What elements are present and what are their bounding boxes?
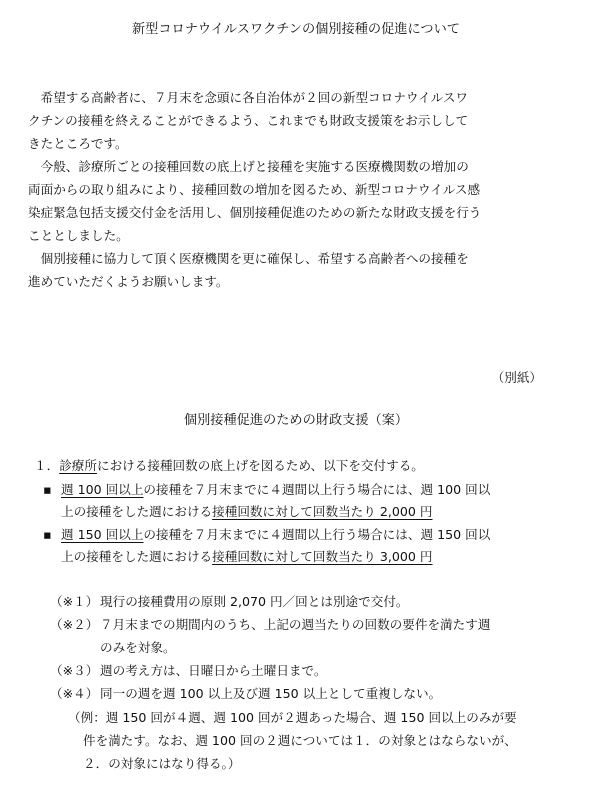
example-line: ２．の対象にはなり得る。）	[83, 756, 241, 771]
bullet-line	[61, 545, 433, 568]
bullet-threshold: 週 150 回以上	[61, 527, 144, 542]
note-label: （※４）	[50, 686, 99, 701]
intro-line: 進めていただくようお願いします。	[28, 274, 229, 289]
note-label: （※２）	[50, 617, 99, 632]
item-1-text: における接種回数の底上げを図るため、以下を交付する。	[96, 458, 424, 473]
bullet-line	[61, 478, 490, 501]
item-1-number: １．	[34, 458, 60, 473]
example-line: （例：週 150 回が４週、週 100 回が２週あった場合、週 150 回以上のみが要	[68, 710, 517, 725]
example-line: 件を満たす。なお、週 100 回の２週については１．の対象とはならないが、	[83, 733, 517, 748]
page-title: 新型コロナウイルスワクチンの個別接種の促進について	[132, 22, 460, 37]
note-text: 週の考え方は、日曜日から土曜日まで。	[100, 663, 327, 678]
intro-line: きたところです。	[28, 136, 128, 151]
intro-line: 染症緊急包括支援交付金を活用し、個別接種促進のための新たな財政支援を行う	[28, 205, 482, 220]
bullet-text: 上の接種をした週における	[61, 504, 213, 519]
note-label: （※１）	[50, 594, 99, 609]
intro-line: 今般、診療所ごとの接種回数の底上げと接種を実施する医療機関数の増加の	[28, 159, 469, 174]
attachment-label: （別紙）	[491, 370, 542, 385]
bullet-text: 上の接種をした週における	[61, 549, 213, 564]
bullet-threshold: 週 100 回以上	[61, 482, 144, 497]
bullet-text: の接種を７月末までに４週間以上行う場合には、週 100 回以	[143, 482, 491, 497]
note-text: 現行の接種費用の原則 2,070 円／回とは別途で交付。	[100, 594, 409, 609]
note-text: ７月末までの期間内のうち、上記の週当たりの回数の要件を満たす週	[100, 617, 491, 632]
note-text: 同一の週を週 100 以上及び週 150 以上として重複しない。	[100, 686, 442, 701]
bullet-amount: 接種回数に対して回数当たり 3,000 円	[212, 549, 433, 564]
note-label: （※３）	[50, 663, 99, 678]
intro-line: こととしました。	[28, 228, 129, 243]
note-text: のみを対象。	[100, 640, 176, 655]
section-title: 個別接種促進のための財政支援（案）	[183, 413, 409, 428]
intro-line: 希望する高齢者に、７月末を念頭に各自治体が２回の新型コロナウイルスワ	[28, 90, 469, 105]
bullet-text: の接種を７月末までに４週間以上行う場合には、週 150 回以	[143, 527, 491, 542]
item-1-heading	[34, 454, 424, 477]
bullet-line	[61, 500, 433, 523]
bullet-marker: ▪	[43, 482, 52, 497]
bullet-amount: 接種回数に対して回数当たり 2,000 円	[212, 504, 433, 519]
bullet-marker: ▪	[43, 527, 52, 542]
intro-line: 個別接種に協力して頂く医療機関を更に確保し、希望する高齢者への接種を	[28, 251, 469, 266]
intro-line: 両面からの取り組みにより、接種回数の増加を図るため、新型コロナウイルス感	[28, 182, 481, 197]
bullet-line	[61, 523, 490, 546]
item-1-underlined: 診療所	[59, 458, 97, 473]
intro-line: クチンの接種を終えることができるよう、これまでも財政支援策をお示しして	[28, 113, 469, 128]
